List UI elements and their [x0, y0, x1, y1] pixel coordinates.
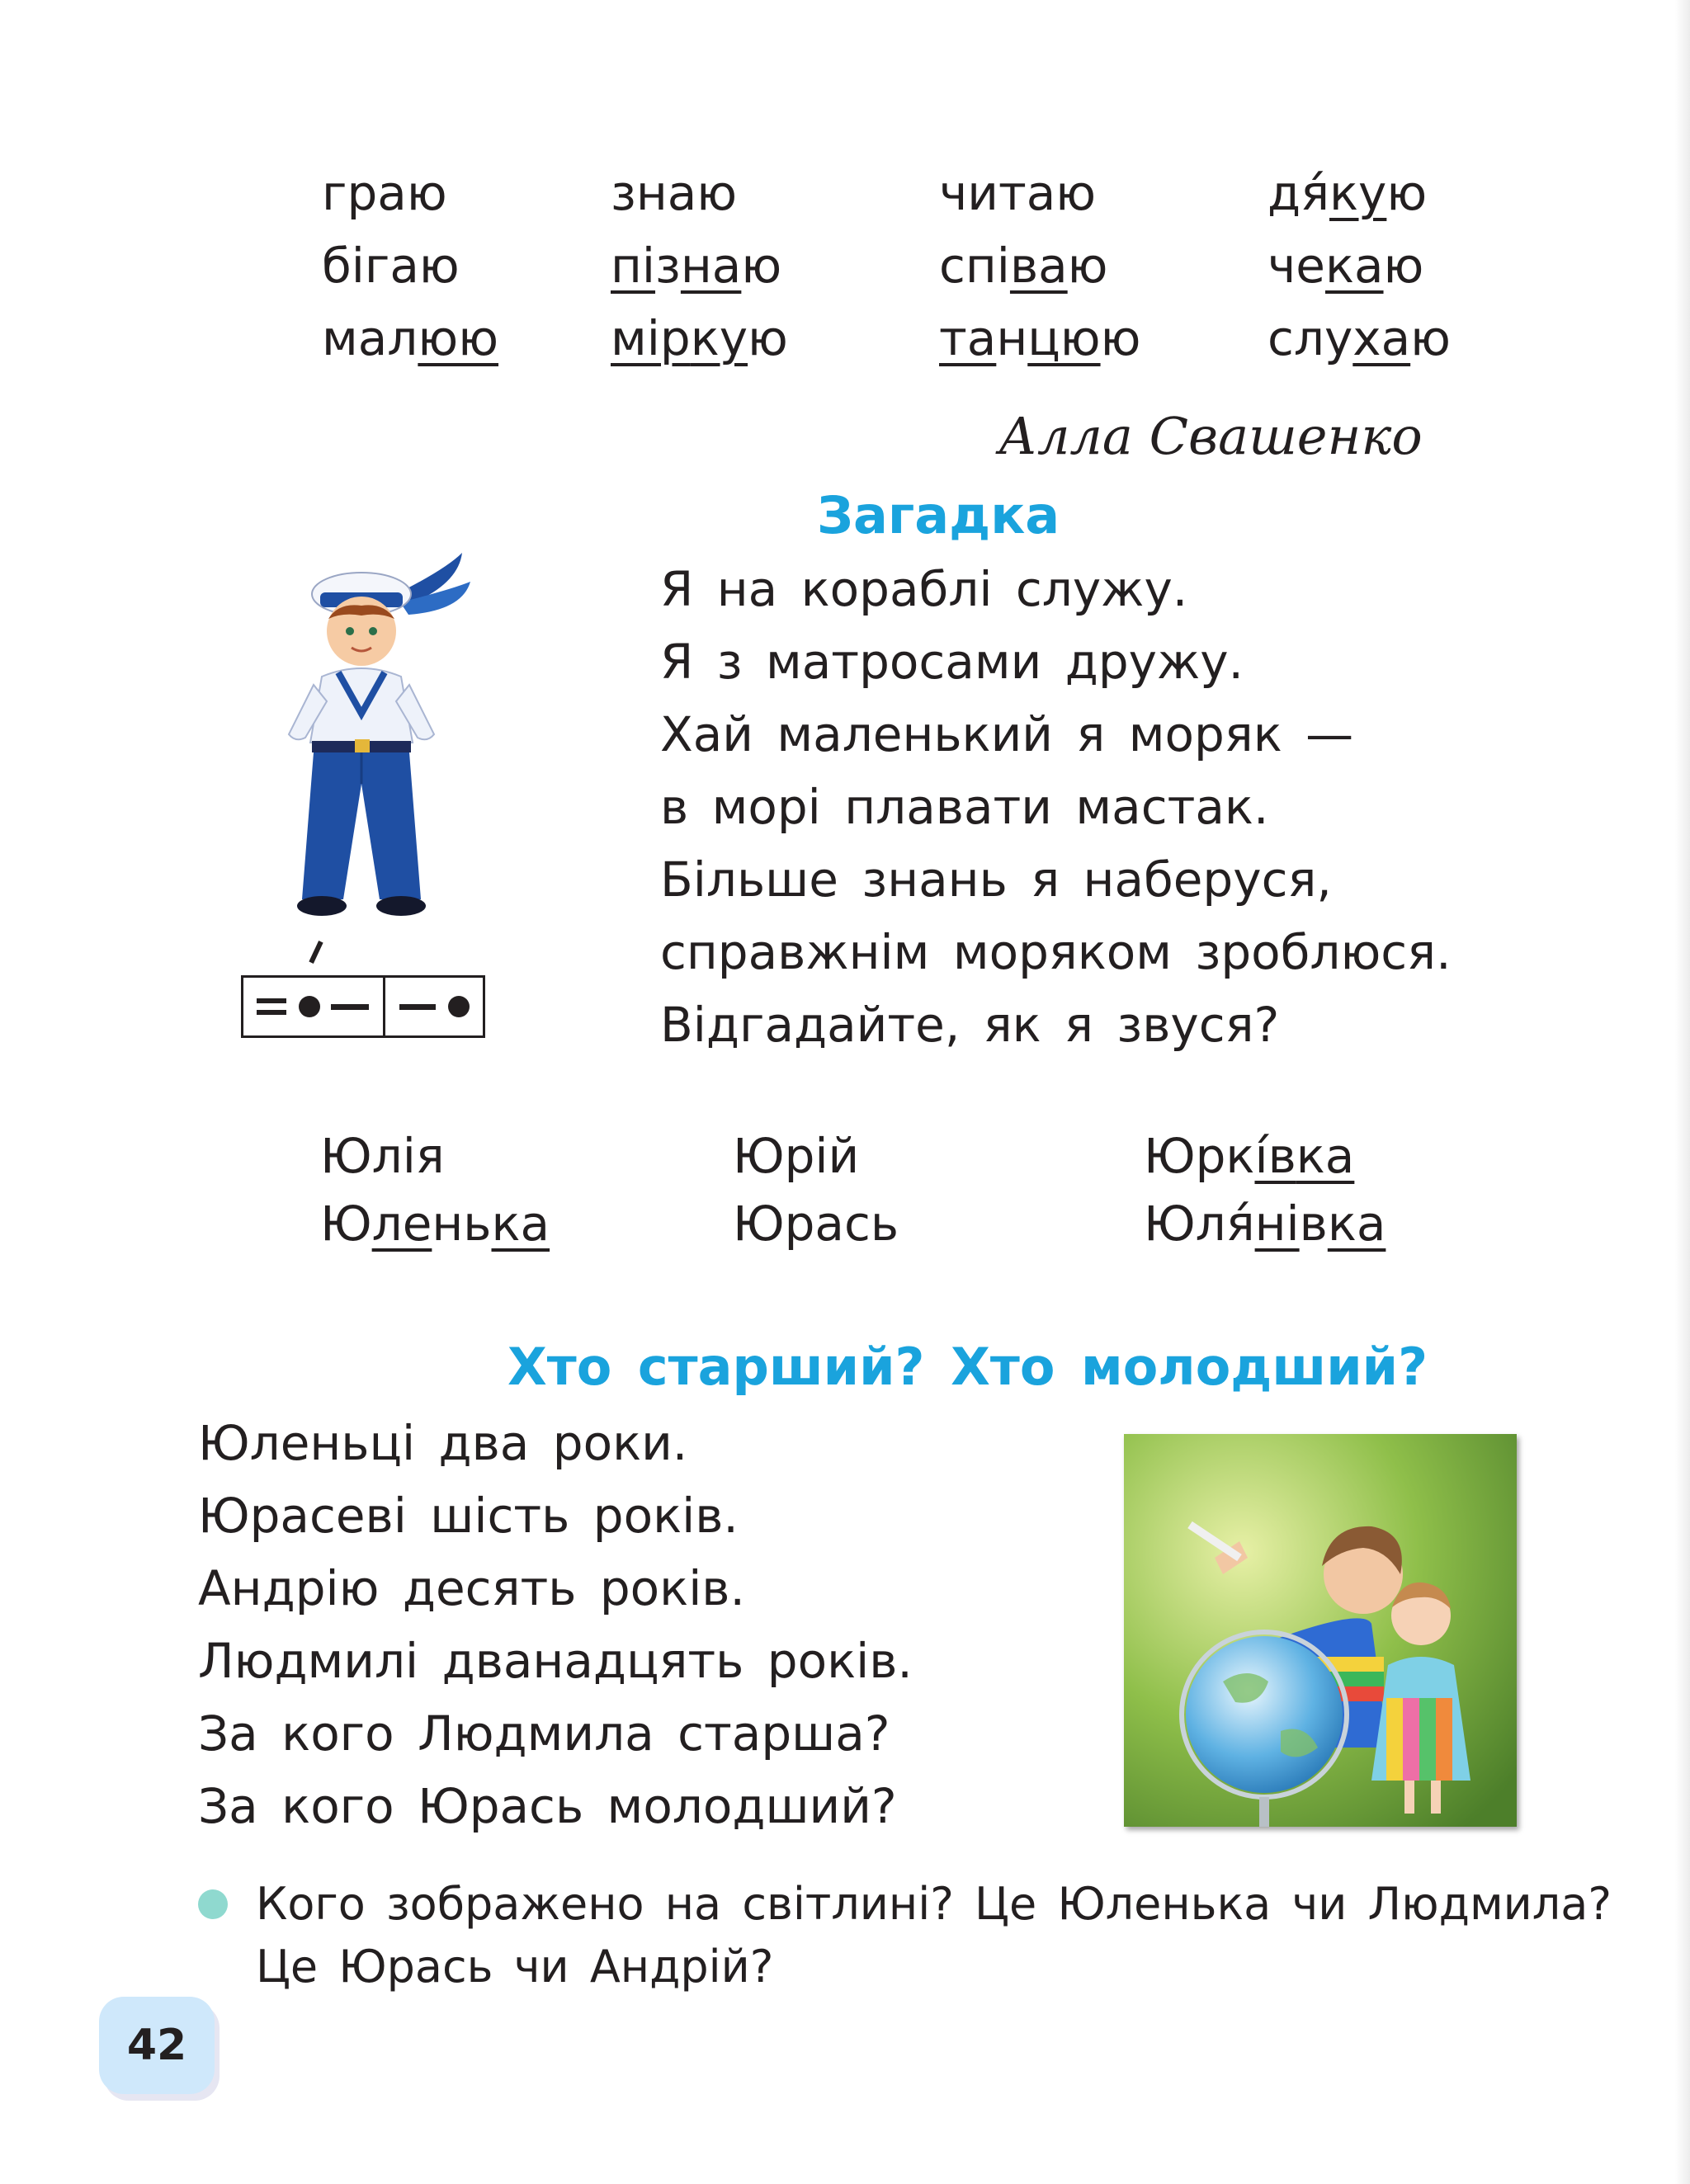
sound-scheme — [241, 975, 485, 1038]
word-underlined: міркую — [611, 310, 788, 366]
riddle-line: справжнім моряком зроблюся. — [660, 924, 1452, 980]
name-underlined: Юленька — [320, 1196, 550, 1252]
word-underlined: дя́кую — [1268, 165, 1428, 221]
word-column-3 — [939, 157, 1140, 375]
bullet-dot — [198, 1889, 228, 1919]
word-underlined: пізнаю — [611, 238, 782, 294]
word: читаю — [939, 165, 1097, 221]
photo-question: Кого зображено на світлині? Це Юленька чи Людмила? Це Юрась чи Андрій? — [256, 1878, 1612, 1993]
word-column-4 — [1268, 157, 1451, 375]
word: граю — [322, 165, 447, 221]
sound-scheme-symbols-1 — [252, 990, 375, 1023]
children-photo-image — [1124, 1434, 1517, 1827]
age-line: Юленьці два роки. — [198, 1415, 688, 1471]
syllable-cell-1 — [243, 978, 385, 1035]
name: Юрась — [733, 1196, 899, 1252]
author-name: Алла Свашенко — [998, 406, 1423, 466]
word-column-2 — [611, 157, 788, 375]
age-line: Юрасеві шість років. — [198, 1488, 739, 1544]
name-underlined: Юля́нівка — [1144, 1196, 1386, 1252]
page-number: 42 — [126, 2021, 187, 2070]
age-line: Андрію десять років. — [198, 1560, 745, 1616]
riddle-line: Відгадайте, як я звуся? — [660, 997, 1280, 1053]
word-underlined: малюю — [322, 310, 499, 366]
age-text — [198, 1407, 913, 1842]
riddle-line: в морі плавати мастак. — [660, 779, 1269, 835]
name-underlined: Юркі́вка — [1144, 1128, 1355, 1184]
riddle-title: Загадка — [817, 485, 1060, 545]
age-line: Людмилі дванадцять років. — [198, 1633, 913, 1689]
syllable-cell-2 — [385, 978, 483, 1035]
word-underlined: співаю — [939, 238, 1108, 294]
riddle-line: Більше знань я наберуся, — [660, 851, 1332, 908]
children-photo — [1124, 1434, 1517, 1827]
stress-mark — [309, 941, 323, 964]
riddle-line: Хай маленький я моряк — — [660, 706, 1354, 762]
sound-scheme-symbols-2 — [393, 990, 475, 1023]
age-line: За кого Юрась молодший? — [198, 1778, 897, 1834]
word: знаю — [611, 165, 738, 221]
word-underlined: слухаю — [1268, 310, 1451, 366]
riddle-line: Я на кораблі служу. — [660, 561, 1188, 617]
word-underlined: танцюю — [939, 310, 1141, 366]
age-line: За кого Людмила старша? — [198, 1705, 890, 1762]
word-underlined: чекаю — [1268, 238, 1424, 294]
name: Юлія — [320, 1128, 445, 1184]
page-edge-shadow — [1675, 0, 1690, 2184]
names-column-2 — [733, 1122, 899, 1257]
riddle-line: Я з матросами дружу. — [660, 634, 1244, 690]
age-section-title: Хто старший? Хто молодший? — [507, 1337, 1428, 1397]
name: Юрій — [733, 1128, 860, 1184]
sailor-boy-illustration — [272, 536, 487, 941]
word: бігаю — [322, 238, 460, 294]
names-column-3 — [1144, 1122, 1386, 1257]
riddle-poem — [660, 553, 1452, 1061]
names-column-1 — [320, 1122, 550, 1257]
word-column-1 — [322, 157, 498, 375]
page-number-badge — [99, 1997, 215, 2094]
